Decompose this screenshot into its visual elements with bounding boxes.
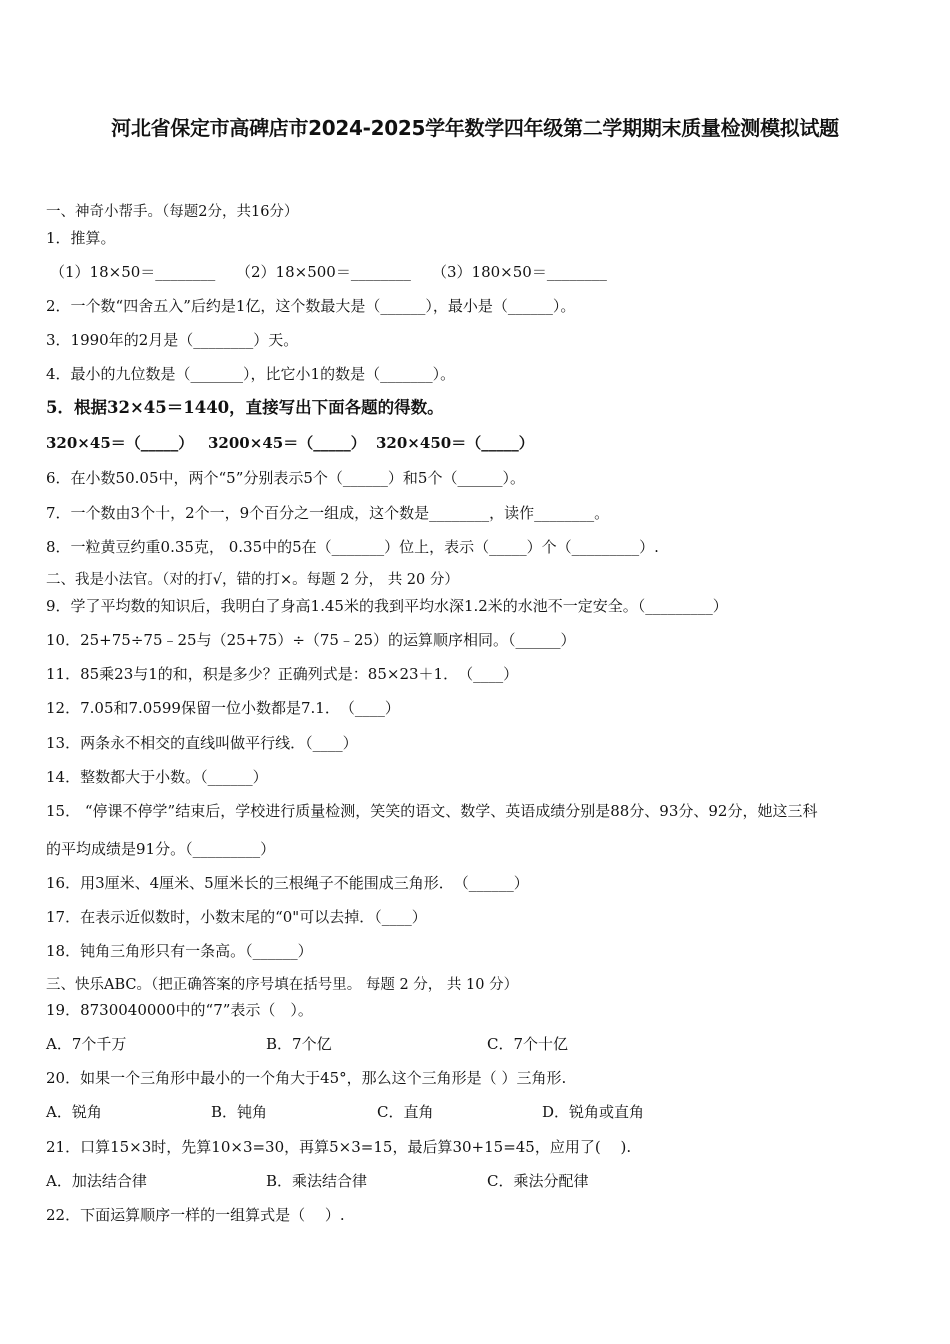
question-21-option-b: B．乘法结合律 (266, 1172, 368, 1190)
question-21-stem: 21．口算15×3时，先算10×3=30，再算5×3=15，最后算30+15=45，应用了( ). (46, 1138, 632, 1156)
question-15-line-1: 15． “停课不停学”结束后，学校进行质量检测，笑笑的语文、数学、英语成绩分别是88分、93分、92分，她这三科 (46, 802, 818, 820)
section-heading-3: 三、快乐ABC。（把正确答案的序号填在括号里。 每题 2 分， 共 10 分） (46, 977, 519, 993)
question-5-part-1: 320×45＝（_____） (46, 434, 194, 452)
section-heading-1: 一、神奇小帮手。（每题2分，共16分） (46, 204, 299, 220)
question-8: 8．一粒黄豆约重0.35克， 0.35中的5在（_______）位上，表示（_____）个（_________）. (46, 538, 659, 556)
question-12: 12．7.05和7.0599保留一位小数都是7.1． （____） (46, 699, 400, 717)
question-22-stem: 22．下面运算顺序一样的一组算式是（ ）. (46, 1206, 345, 1224)
question-18: 18．钝角三角形只有一条高。（______） (46, 942, 313, 960)
question-9: 9．学了平均数的知识后，我明白了身高1.45米的我到平均水深1.2米的水池不一定安全。（_________） (46, 597, 728, 615)
question-19-option-c: C．7个十亿 (487, 1035, 569, 1053)
question-17: 17．在表示近似数时，小数末尾的“0"可以去掉．（____） (46, 908, 427, 926)
question-11: 11．85乘23与1的和，积是多少？正确列式是：85×23＋1． （____） (46, 665, 519, 683)
question-5-stem: 5．根据32×45＝1440，直接写出下面各题的得数。 (46, 398, 444, 417)
question-16: 16．用3厘米、4厘米、5厘米长的三根绳子不能围成三角形． （______） (46, 874, 529, 892)
question-1-stem: 1．推算。 (46, 229, 116, 247)
question-4: 4．最小的九位数是（_______），比它小1的数是（_______）。 (46, 365, 456, 383)
question-1-part-3: （3）180×50＝________ (432, 263, 607, 281)
question-2: 2．一个数“四舍五入”后约是1亿，这个数最大是（______），最小是（______）。 (46, 297, 576, 315)
question-5-part-2: 3200×45＝（_____） (208, 434, 366, 452)
question-3: 3．1990年的2月是（________）天。 (46, 331, 299, 349)
question-20-option-a: A．锐角 (46, 1103, 102, 1121)
question-1-part-2: （2）18×500＝________ (236, 263, 411, 281)
question-1-part-1: （1）18×50＝________ (50, 263, 216, 281)
question-14: 14．整数都大于小数。（______） (46, 768, 268, 786)
question-7: 7．一个数由3个十，2个一，9个百分之一组成，这个数是________，读作________。 (46, 504, 610, 522)
question-5-part-3: 320×450＝（_____） (376, 434, 534, 452)
question-19-option-a: A．7个千万 (46, 1035, 127, 1053)
question-19-stem: 19．8730040000中的“7”表示（ ）。 (46, 1001, 313, 1019)
question-13: 13．两条永不相交的直线叫做平行线．（____） (46, 734, 358, 752)
question-21-option-c: C．乘法分配律 (487, 1172, 589, 1190)
question-20-stem: 20．如果一个三角形中最小的一个角大于45°，那么这个三角形是（ ）三角形. (46, 1069, 567, 1087)
page-title: 河北省保定市高碑店市2024-2025学年数学四年级第二学期期末质量检测模拟试题 (111, 116, 839, 140)
question-20-option-d: D．锐角或直角 (542, 1103, 645, 1121)
section-heading-2: 二、我是小法官。（对的打√，错的打×。每题 2 分， 共 20 分） (46, 572, 459, 588)
question-19-option-b: B．7个亿 (266, 1035, 332, 1053)
question-6: 6．在小数50.05中，两个“5”分别表示5个（______）和5个（______）。 (46, 469, 525, 487)
question-10: 10．25+75÷75﹣25与（25+75）÷（75﹣25）的运算顺序相同。（______） (46, 631, 576, 649)
question-20-option-b: B．钝角 (211, 1103, 268, 1121)
question-20-option-c: C．直角 (377, 1103, 434, 1121)
question-21-option-a: A．加法结合律 (46, 1172, 147, 1190)
question-15-line-2: 的平均成绩是91分。（_________） (46, 840, 276, 858)
